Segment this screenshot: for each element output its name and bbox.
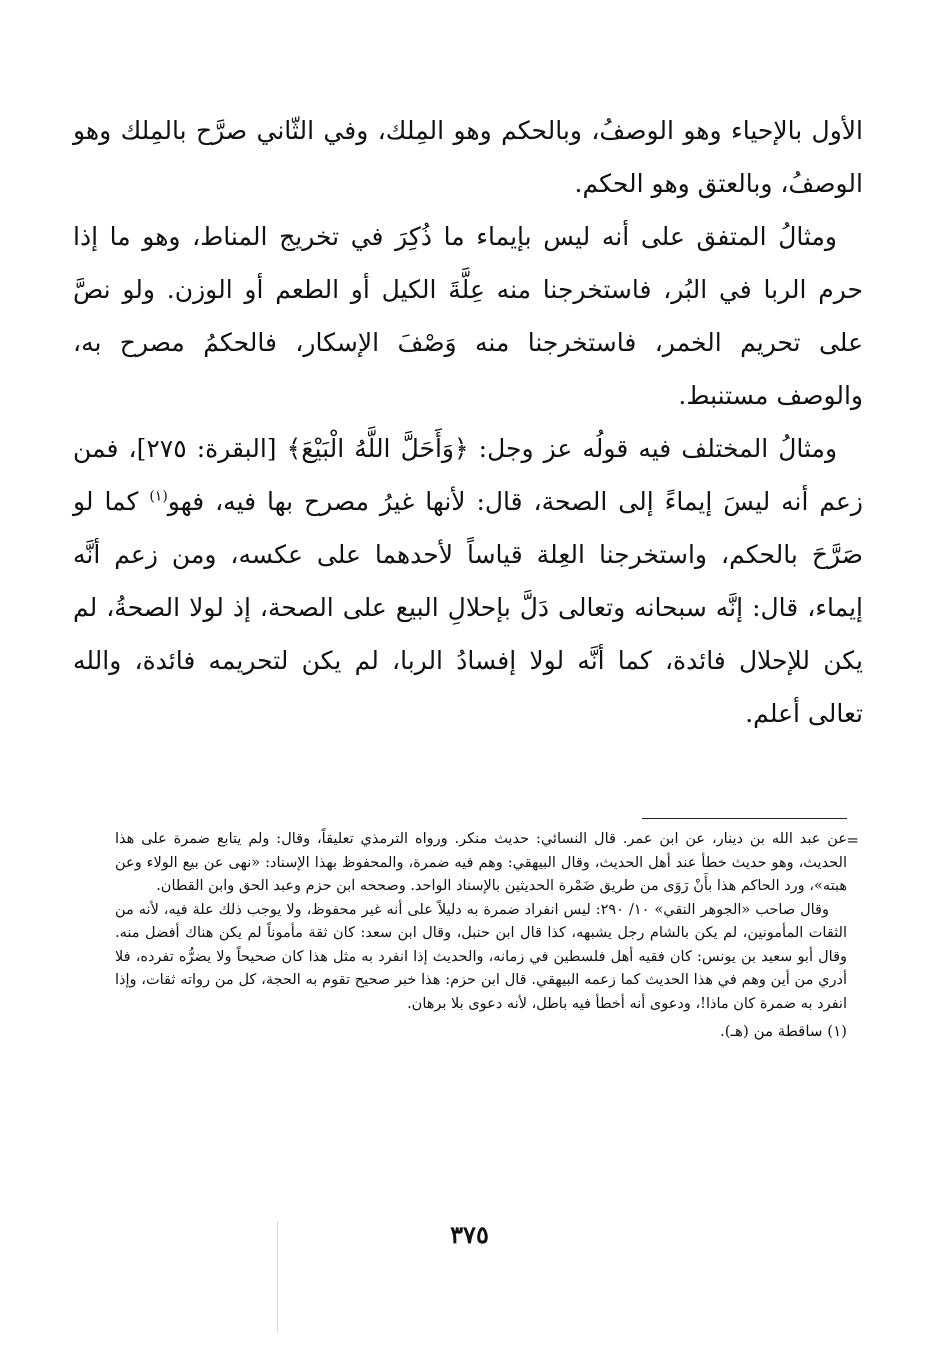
main-text-body	[73, 104, 863, 740]
paragraph-3-intro: ومثالُ المختلف فيه قولُه عز وجل:	[468, 434, 838, 463]
footnote-continuation-marker: =	[846, 831, 859, 849]
footnote-continued-b: وقال صاحب «الجوهر النقي» ١٠/ ٢٩٠: ليس انفراد ضمرة به دليلاً على أنه غير محفوظ، ولا يوجب ذلك علة فيه، لأنه من الثقات المأمونين، لم يكن بالشام رجل يشبهه، كذا قال ابن حنبل، وقال ابن سعد: كان ثقة مأموناً لم يكن هناك أفضل منه. وقال أبو سعيد بن يونس: كان فقيه أهل فلسطين في زمانه، والحديث إذا انفرد به مثل هذا كان صحيحاً ولا يضرُّه تفرده، فلا أدري من أين وهم في هذا الحديث كما زعمه البيهقي. قال ابن حزم: هذا خبر صحيح تقوم به الحجة، كل من رواته ثقات، وإذا انفرد به ضمرة كان ماذا!، ودعوى أنه أخطأ فيه باطل، لأنه دعوى بلا برهان.	[115, 901, 847, 1012]
paragraph-3-end: كما لو صَرَّحَ بالحكم، واستخرجنا العِلة قياساً لأحدهما على عكسه، ومن زعم أنَّه إيماء، قال: إنَّه سبحانه وتعالى دَلَّ بإحلالِ البيع على الصحة، إذ لولا الصحةُ، لم يكن للإحلال فائدة، كما أنَّه لولا إفسادُ الربا، لم يكن لتحريمه فائدة، والله تعالى أعلم.	[73, 487, 863, 728]
footnote-continued-a: عن عبد الله بن دينار، عن ابن عمر. قال النسائي: حديث منكر. ورواه الترمذي تعليقاً، وقال: ولم يتابع ضمرة على هذا الحديث، وهو حديث خطأ عند أهل الحديث، وقال البيهقي: وهم فيه ضمرة، والمحفوظ بهذا الإسناد: «نهى عن بيع الولاء وعن هبته»، ورد الحاكم هذا بأَنْ رَوَى من طريق ضَمْرة الحديثين بالإسناد الواحد. وصححه ابن حزم وعبد الحق وابن القطان.	[115, 831, 847, 894]
footnotes-section	[115, 828, 847, 1044]
footnote-1: (١) ساقطة من (هـ).	[720, 1022, 847, 1040]
verse-citation: [البقرة: ٢٧٥]	[136, 434, 287, 463]
quran-verse: ﴿وَأَحَلَّ اللَّهُ الْبَيْعَ﴾	[286, 434, 469, 463]
page-number: ٣٧٥	[450, 1220, 489, 1249]
footnote-separator	[642, 818, 847, 819]
paragraph-3-middle: ، فمن زعم أنه ليسَ إيماءً إلى الصحة، قال: لأنها غيرُ مصرح بها فيه، فهو	[73, 434, 863, 516]
footnote-reference: (١)	[149, 488, 168, 505]
paragraph-2: ومثالُ المتفق على أنه ليس بإيماء ما ذُكِرَ في تخريج المناط، وهو ما إذا حرم الربا في البُر، فاستخرجنا منه عِلَّةَ الكيل أو الطعم أو الوزن. ولو نصَّ على تحريم الخمر، فاستخرجنا منه وَصْفَ الإسكار، فالحكمُ مصرح به، والوصف مستنبط.	[73, 222, 863, 410]
paragraph-3	[73, 422, 863, 740]
paragraph-1: الأول بالإحياء وهو الوصفُ، وبالحكم وهو المِلك، وفي الثّاني صرَّح بالمِلك وهو الوصفُ، وبالعتق وهو الحكم.	[73, 116, 863, 198]
